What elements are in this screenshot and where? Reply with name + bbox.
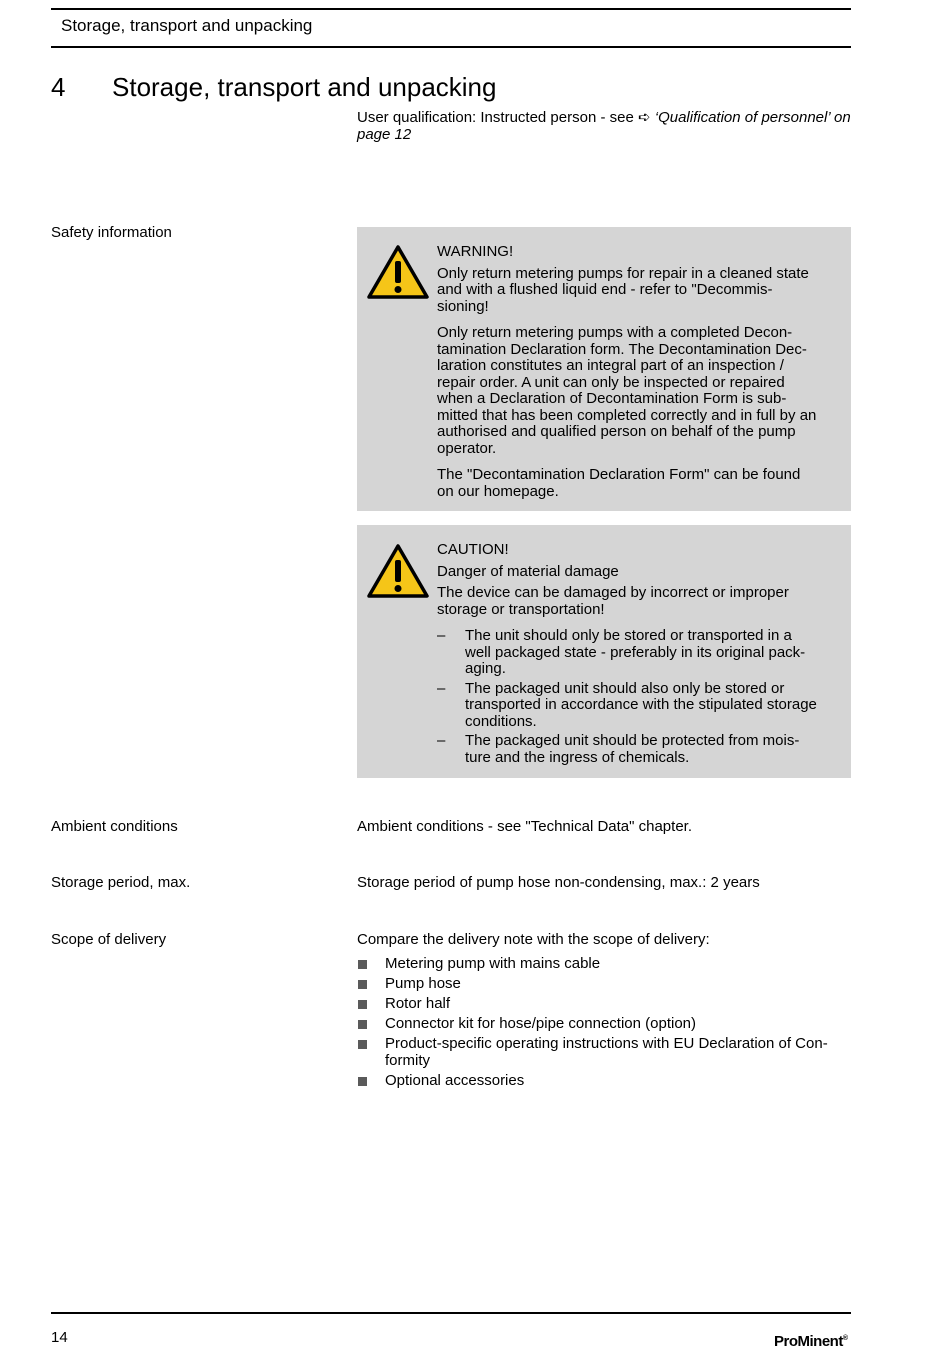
ambient-conditions-label: Ambient conditions [51, 818, 178, 835]
list-item: Connector kit for hose/pipe connection (option) [357, 1016, 851, 1033]
square-bullet [358, 1020, 367, 1029]
chapter-number: 4 [51, 72, 66, 102]
list-item: Metering pump with mains cable [357, 956, 851, 973]
warning-triangle-icon [366, 543, 430, 599]
header-top-rule [51, 8, 851, 10]
storage-period-text: Storage period of pump hose non-condensing, max.: 2 years [357, 874, 760, 891]
caution-signal-word: CAUTION! [437, 541, 509, 558]
warning-triangle-icon [366, 244, 430, 300]
ambient-conditions-text: Ambient conditions - see "Technical Data" chapter. [357, 818, 692, 835]
cross-reference-arrow-icon: ➪ [637, 109, 651, 126]
square-bullet [358, 1077, 367, 1086]
list-item: Product-specific operating instructions with EU Declaration of Con-formity [357, 1036, 851, 1069]
warning-signal-word: WARNING! [437, 243, 514, 260]
caution-notice [357, 525, 851, 778]
list-item: Rotor half [357, 996, 851, 1013]
list-item: – The packaged unit should also only be stored or transported in accordance with the stipulated storage conditions. [437, 679, 817, 730]
warning-paragraph: Only return metering pumps for repair in a cleaned state and with a flushed liquid end - refer to "Decommis-sioning! [437, 264, 809, 315]
caution-lead-text: The device can be damaged by incorrect or improper storage or transportation! [437, 584, 789, 618]
scope-of-delivery-list [357, 956, 851, 1093]
warning-content [437, 244, 817, 510]
prominent-logo: ProMinent® [774, 1333, 848, 1350]
square-bullet [358, 1000, 367, 1009]
square-bullet [358, 980, 367, 989]
list-item: – The packaged unit should be protected from mois-ture and the ingress of chemicals. [437, 732, 800, 766]
safety-information-label: Safety information [51, 224, 172, 241]
scope-of-delivery-intro: Compare the delivery note with the scope of delivery: [357, 931, 710, 948]
header-bottom-rule [51, 46, 851, 48]
page-number: 14 [51, 1329, 68, 1346]
qualification-prefix: User qualification: Instructed person - see [357, 109, 638, 126]
storage-period-label: Storage period, max. [51, 874, 191, 891]
square-bullet [358, 960, 367, 969]
caution-content [437, 542, 817, 769]
chapter-title: Storage, transport and unpacking [112, 72, 497, 102]
scope-of-delivery-label: Scope of delivery [51, 931, 167, 948]
caution-list [437, 628, 817, 766]
warning-paragraph: The "Decontamination Declaration Form" can be found on our homepage. [437, 466, 801, 500]
user-qualification [357, 110, 851, 143]
list-item: Optional accessories [357, 1073, 851, 1090]
caution-subheading: Danger of material damage [437, 562, 619, 580]
running-header-title: Storage, transport and unpacking [61, 16, 313, 35]
warning-notice [357, 227, 851, 511]
list-item: – The unit should only be stored or transported in a well packaged state - preferably in its original pack-aging. [437, 627, 806, 677]
footer-rule [51, 1312, 851, 1314]
list-item: Pump hose [357, 976, 851, 993]
dash-bullet: – [437, 627, 446, 644]
square-bullet [358, 1040, 367, 1049]
dash-bullet: – [437, 732, 446, 749]
warning-paragraph: Only return metering pumps with a completed Decon-tamination Declaration form. The Decontamination Dec-laration constitutes an integral part of an inspection / repair order. A unit can only be inspected or repaired when a Declaration of Decontamination Form is sub-mitted that has been completed correctly and in full by an authorised and qualified person on behalf of the pump operator. [437, 324, 817, 457]
dash-bullet: – [437, 679, 446, 697]
qualification-reference-link[interactable]: ‘Qualification of personnel’ on page 12 [357, 109, 851, 143]
